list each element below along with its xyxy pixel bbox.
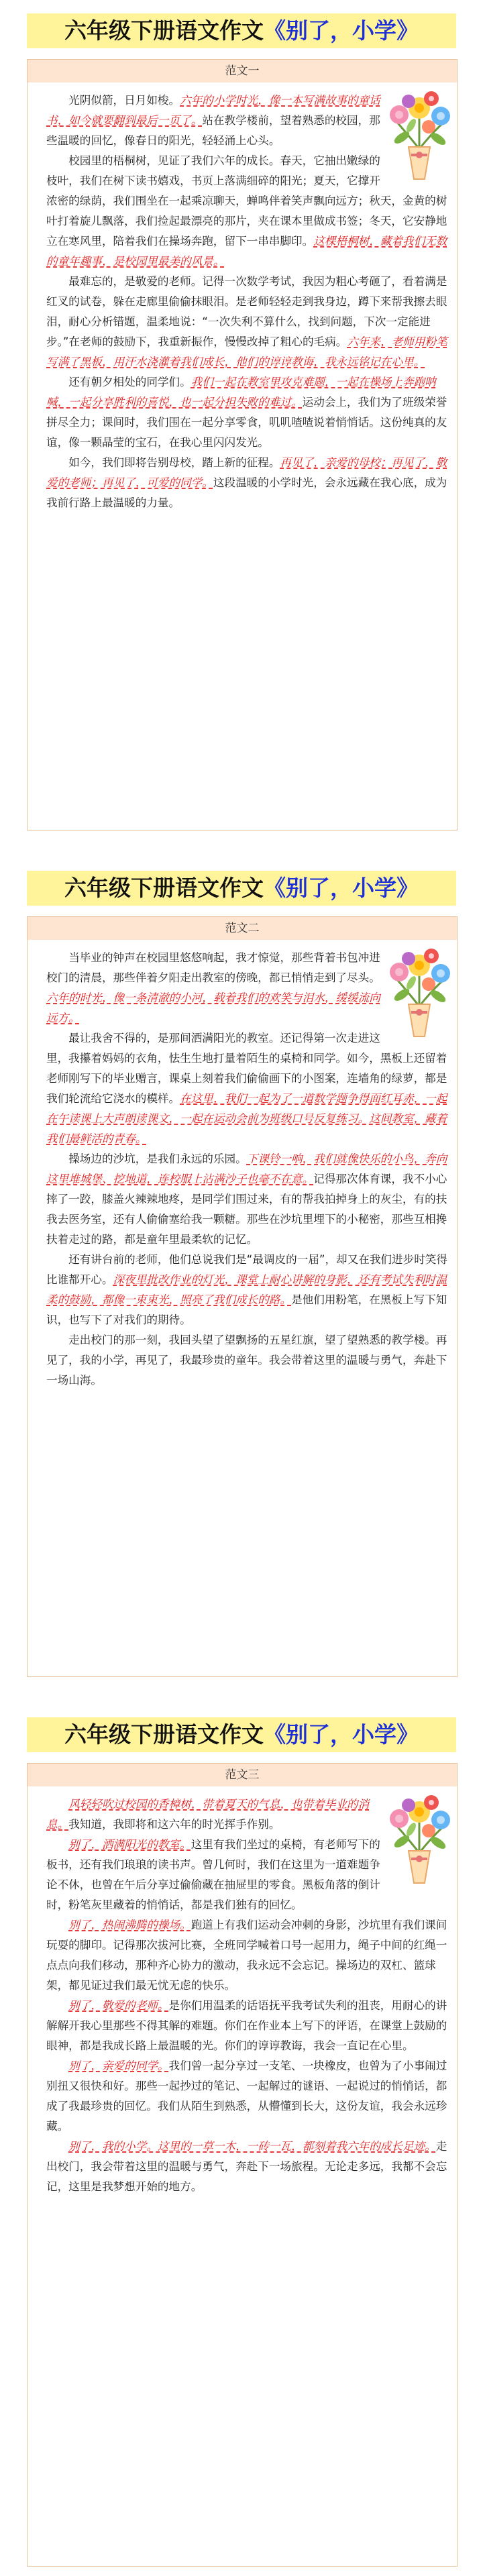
- text-segment: 记得那次体育课，我不小心摔了一跤，膝盖火辣辣地疼，是同学们围过来，有的帮我拍掉身上的灰尘，有的扶我去医务室，还有人偷偷塞给我一颗糖。那些在沙坑里埋下的小秘密，那些互相搀扶着走过的路，都是童年里最柔软的记忆。: [46, 1173, 447, 1246]
- text-segment: 我知道，我即将和这六年的时光挥手作别。: [68, 1818, 280, 1831]
- essay-paragraph: [46, 272, 449, 372]
- essay-paragraph: [46, 1996, 449, 2056]
- highlighted-sentence: 别了，敬爱的老师。: [68, 1999, 169, 2012]
- highlighted-sentence: 别了，洒满阳光的教室。: [68, 1838, 191, 1851]
- text-segment: 这里有我们坐过的桌椅，有老师写下的板书，还有我们琅琅的读书声。曾几何时，我们在这里为一道难题争论不休，也曾在午后分享过偷偷藏在抽屉里的零食。黑板角落的倒计时，粉笔灰里藏着的悄悄话，都是我们独有的回忆。: [46, 1838, 380, 1911]
- highlighted-sentence: 这棵梧桐树，藏着我们无数的童年趣事，是校园里最美的风景。: [46, 235, 447, 268]
- highlighted-sentence: 风轻轻吹过校园的香樟树，带着夏天的气息，也带着毕业的消息。: [46, 1798, 370, 1831]
- title-prefix: 六年级下册语文作文: [64, 875, 264, 901]
- text-segment: 最难忘的，是敬爱的老师。记得一次数学考试，我因为粗心考砸了，看着满是红叉的试卷，躲在走廊里偷偷抹眼泪。是老师轻轻走到我身边，蹲下来帮我擦去眼泪，耐心分析错题，温柔地说：“一次失利不算什么，找到问题，下次一定能进步。”在老师的鼓励下，我重新振作，慢慢改掉了粗心的毛病。: [46, 275, 447, 348]
- highlighted-sentence: 我们一起在教室里攻克难题，一起在操场上奔跑呐喊，一起分享胜利的喜悦，也一起分担失败的难过。: [46, 376, 436, 409]
- highlighted-sentence: 下课铃一响，我们就像快乐的小鸟，奔向这里堆城堡、挖地道，连校服上沾满沙子也毫不在意。: [46, 1152, 447, 1185]
- highlighted-sentence: 在这里，我们一起为了一道数学题争得面红耳赤，一起在午读课上大声朗读课文，一起在运动会前为班级口号反复练习。这间教室，藏着我们最鲜活的青春。: [46, 1092, 447, 1145]
- essay-paragraph: [46, 1794, 449, 1835]
- title-highlight: 《别了，小学》: [264, 1721, 419, 1748]
- text-segment: 校园里的梧桐树，见证了我们六年的成长。春天，它抽出嫩绿的枝叶，我们在树下读书嬉戏，书页上落满细碎的阳光；夏天，它撑开浓密的绿荫，我们围坐在一起乘凉聊天，蝉鸣伴着笑声飘向远方；秋天，金黄的树叶打着旋儿飘落，我们捡起最漂亮的那片，夹在课本里做成书签；冬天，它安静地立在寒风里，陪着我们在操场奔跑，留下一串串脚印。: [46, 154, 447, 248]
- text-segment: 这段温暖的小学时光，会永远藏在我心底，成为我前行路上最温暖的力量。: [46, 476, 447, 509]
- essay-paragraph: [46, 1915, 449, 1996]
- essay-label: 范文一: [28, 60, 457, 83]
- essay-paragraph: [46, 2056, 449, 2137]
- essay-content: [46, 91, 449, 513]
- highlighted-sentence: 别了，亲爱的同学。: [68, 2059, 169, 2072]
- essay-paragraph: [46, 1149, 449, 1250]
- essay-paragraph: [46, 1250, 449, 1330]
- highlighted-sentence: 再见了，亲爱的母校；再见了，敬爱的老师；再见了，可爱的同学。: [46, 456, 447, 489]
- highlighted-sentence: 六年的时光，像一条清澈的小河，载着我们的欢笑与泪水，缓缓流向远方。: [46, 991, 380, 1024]
- highlighted-sentence: 别了，我的小学。这里的一草一木，一砖一瓦，都刻着我六年的成长足迹。: [68, 2140, 436, 2153]
- essay-paragraph: [46, 1330, 449, 1391]
- flower-bouquet-icon: [386, 943, 453, 1043]
- title-highlight: 《别了，小学》: [264, 875, 419, 901]
- essay-label: 范文三: [28, 1764, 457, 1786]
- text-segment: 是你们用温柔的话语抚平我考试失利的沮丧，用耐心的讲解解开我心里那些不得其解的难题。你们在作业本上写下的评语，在课堂上鼓励的眼神，都是我成长路上最温暖的光。你们的谆谆教诲，我会一直记在心里。: [46, 1999, 447, 2052]
- text-segment: 走出校门，我会带着这里的温暖与勇气，奔赴下一场旅程。无论走多远，我都不会忘记，这里是我梦想开始的地方。: [46, 2140, 447, 2193]
- highlighted-sentence: 六年来，老师用粉笔写满了黑板，用汗水浇灌着我们成长，他们的谆谆教诲，我永远铭记在心里。: [46, 335, 447, 368]
- title-highlight: 《别了，小学》: [264, 17, 419, 44]
- essay-card: [27, 1763, 458, 2567]
- page-title: [27, 1717, 456, 1752]
- title-prefix: 六年级下册语文作文: [64, 1721, 264, 1748]
- flower-bouquet-icon: [386, 1789, 453, 1890]
- text-segment: 光阴似箭，日月如梭。: [68, 94, 180, 107]
- text-segment: 运动会上，我们为了班级荣誉拼尽全力；课间时，我们围在一起分享零食，叽叽喳喳说着悄悄话。这份纯真的友谊，像一颗晶莹的宝石，在我心里闪闪发光。: [46, 396, 447, 449]
- essay-paragraph: [46, 91, 449, 151]
- essay-card: [27, 916, 458, 1677]
- highlighted-sentence: 深夜里批改作业的灯光，课堂上耐心讲解的身影，还有考试失利时温柔的鼓励，都像一束束光，照亮了我们成长的路。: [46, 1273, 447, 1306]
- flower-bouquet-icon: [386, 85, 453, 186]
- essay-card: [27, 59, 458, 830]
- essay-paragraph: [46, 453, 449, 513]
- text-segment: 跑道上有我们运动会冲刺的身影，沙坑里有我们课间玩耍的脚印。记得那次拔河比赛，全班同学喊着口号一起用力，绳子中间的红绳一点点向我们移动，那种齐心协力的激动，我永远不会忘记。操场边的双杠、篮球架，都见证过我们最无忧无虑的快乐。: [46, 1919, 447, 1992]
- essay-paragraph: [46, 372, 449, 453]
- text-segment: 还有朝夕相处的同学们。: [68, 376, 191, 388]
- essay-paragraph: [46, 948, 449, 1028]
- essay-paragraph: [46, 1028, 449, 1149]
- essay-paragraph: [46, 2137, 449, 2197]
- text-segment: 是他们用粉笔，在黑板上写下知识，也写下了对我们的期待。: [46, 1293, 447, 1326]
- essay-content: [46, 1794, 449, 2197]
- page-title: [27, 13, 456, 48]
- text-segment: 如今，我们即将告别母校，踏上新的征程。: [68, 456, 280, 469]
- text-segment: 还有讲台前的老师，他们总说我们是“最调皮的一届”，却又在我们进步时笑得比谁都开心。: [46, 1253, 447, 1286]
- text-segment: 操场边的沙坑，是我们永远的乐园。: [68, 1152, 247, 1165]
- text-segment: 站在教学楼前，望着熟悉的校园，那些温暖的回忆，像春日的阳光，轻轻涌上心头。: [46, 114, 380, 147]
- page-title: [27, 871, 456, 906]
- text-segment: 走出校门的那一刻，我回头望了望飘扬的五星红旗，望了望熟悉的教学楼。再见了，我的小学，再见了，我最珍贵的童年。我会带着这里的温暖与勇气，奔赴下一场山海。: [46, 1334, 447, 1387]
- essay-label: 范文二: [28, 917, 457, 940]
- text-segment: 最让我舍不得的，是那间洒满阳光的教室。还记得第一次走进这里，我攥着妈妈的衣角，怯生生地打量着陌生的桌椅和同学。如今，黑板上还留着老师刚写下的毕业赠言，课桌上刻着我们偷偷画下的小图案，连墙角的绿萝，都是我们轮流给它浇水的模样。: [46, 1032, 447, 1105]
- highlighted-sentence: 别了，热闹沸腾的操场。: [68, 1919, 191, 1931]
- title-prefix: 六年级下册语文作文: [64, 17, 264, 44]
- highlighted-sentence: 六年的小学时光，像一本写满故事的童话书，如今就要翻到最后一页了。: [46, 94, 380, 127]
- text-segment: 我们曾一起分享过一支笔、一块橡皮，也曾为了小事闹过别扭又很快和好。那些一起抄过的笔记、一起解过的谜语、一起说过的悄悄话，都成了我最珍贵的回忆。我们从陌生到熟悉，从懵懂到长大，这份友谊，我会永远珍藏。: [46, 2059, 447, 2133]
- text-segment: 当毕业的钟声在校园里悠悠响起，我才惊觉，那些背着书包冲进校门的清晨，那些伴着夕阳走出教室的傍晚，都已悄悄走到了尽头。: [46, 951, 380, 984]
- essay-content: [46, 948, 449, 1391]
